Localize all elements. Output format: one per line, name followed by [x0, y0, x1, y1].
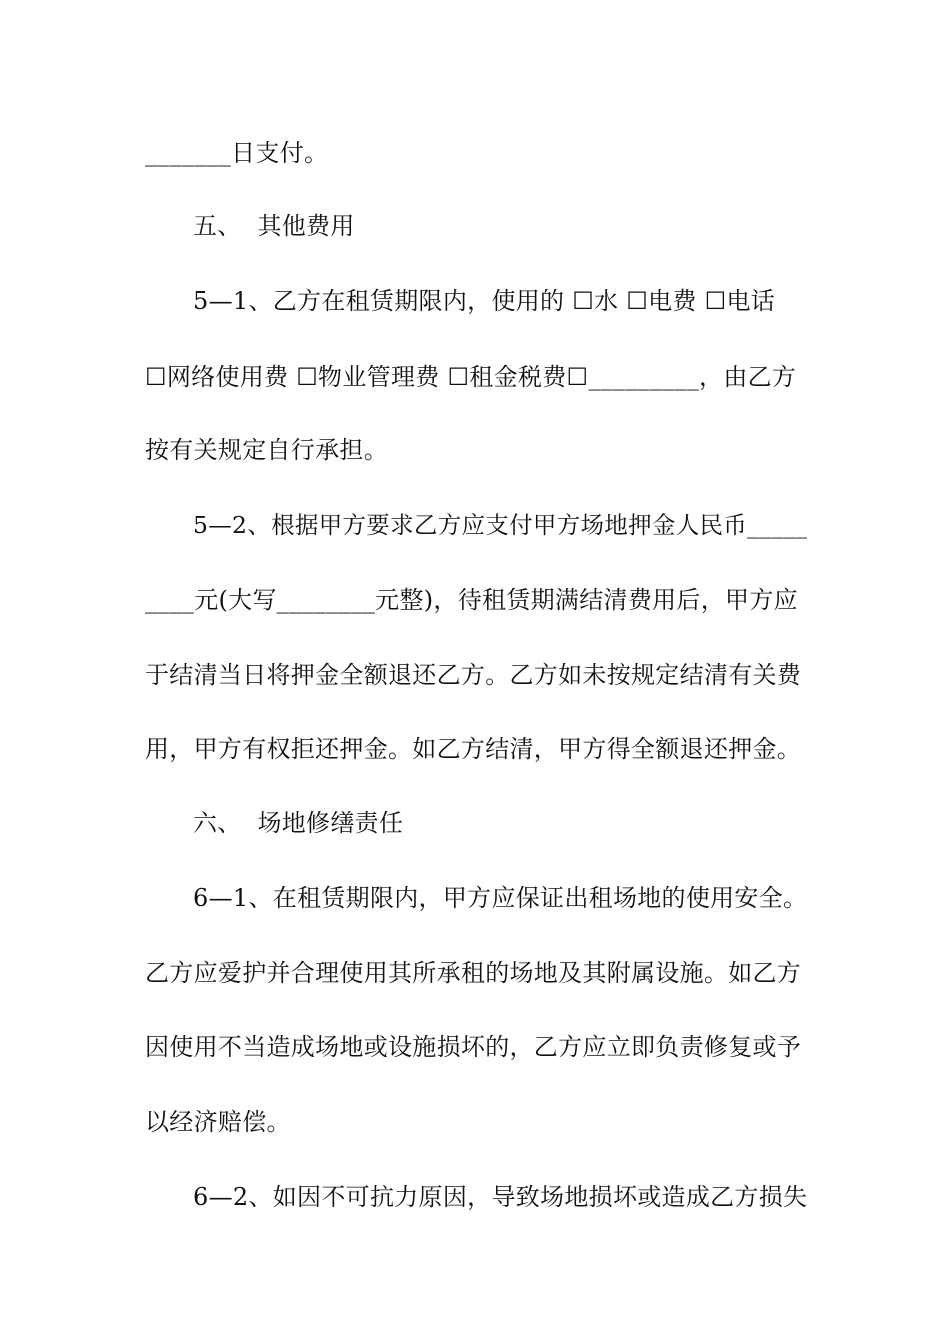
text-line: 按有关规定自行承担。: [145, 436, 388, 464]
text-line: ____元(大写________元整)，待租赁期满结清费用后，甲方应: [145, 586, 798, 614]
text-line: ☐网络使用费 ☐物业管理费 ☐租金税费☐_________，由乙方: [145, 363, 797, 391]
text-line: 乙方应爱护并合理使用其所承租的场地及其附属设施。如乙方: [145, 959, 802, 987]
text-line: 5—1、乙方在租赁期限内，使用的 ☐水 ☐电费 ☐电话: [193, 287, 776, 315]
text-line: _______日支付。: [145, 139, 329, 167]
text-line: 6—2、如因不可抗力原因，导致场地损坏或造成乙方损失: [193, 1183, 808, 1211]
section-heading: 六、 场地修缮责任: [193, 809, 404, 837]
section-heading: 五、 其他费用: [193, 212, 355, 240]
text-line: 以经济赔偿。: [145, 1108, 291, 1136]
text-line: 因使用不当造成场地或设施损坏的，乙方应立即负责修复或予: [145, 1033, 802, 1061]
text-line: 6—1、在租赁期限内，甲方应保证出租场地的使用安全。: [193, 884, 808, 912]
text-line: 于结清当日将押金全额退还乙方。乙方如未按规定结清有关费: [145, 661, 802, 689]
text-line: 用，甲方有权拒还押金。如乙方结清，甲方得全额退还押金。: [145, 735, 802, 763]
text-line: 5—2、根据甲方要求乙方应支付甲方场地押金人民币_____: [193, 511, 808, 539]
